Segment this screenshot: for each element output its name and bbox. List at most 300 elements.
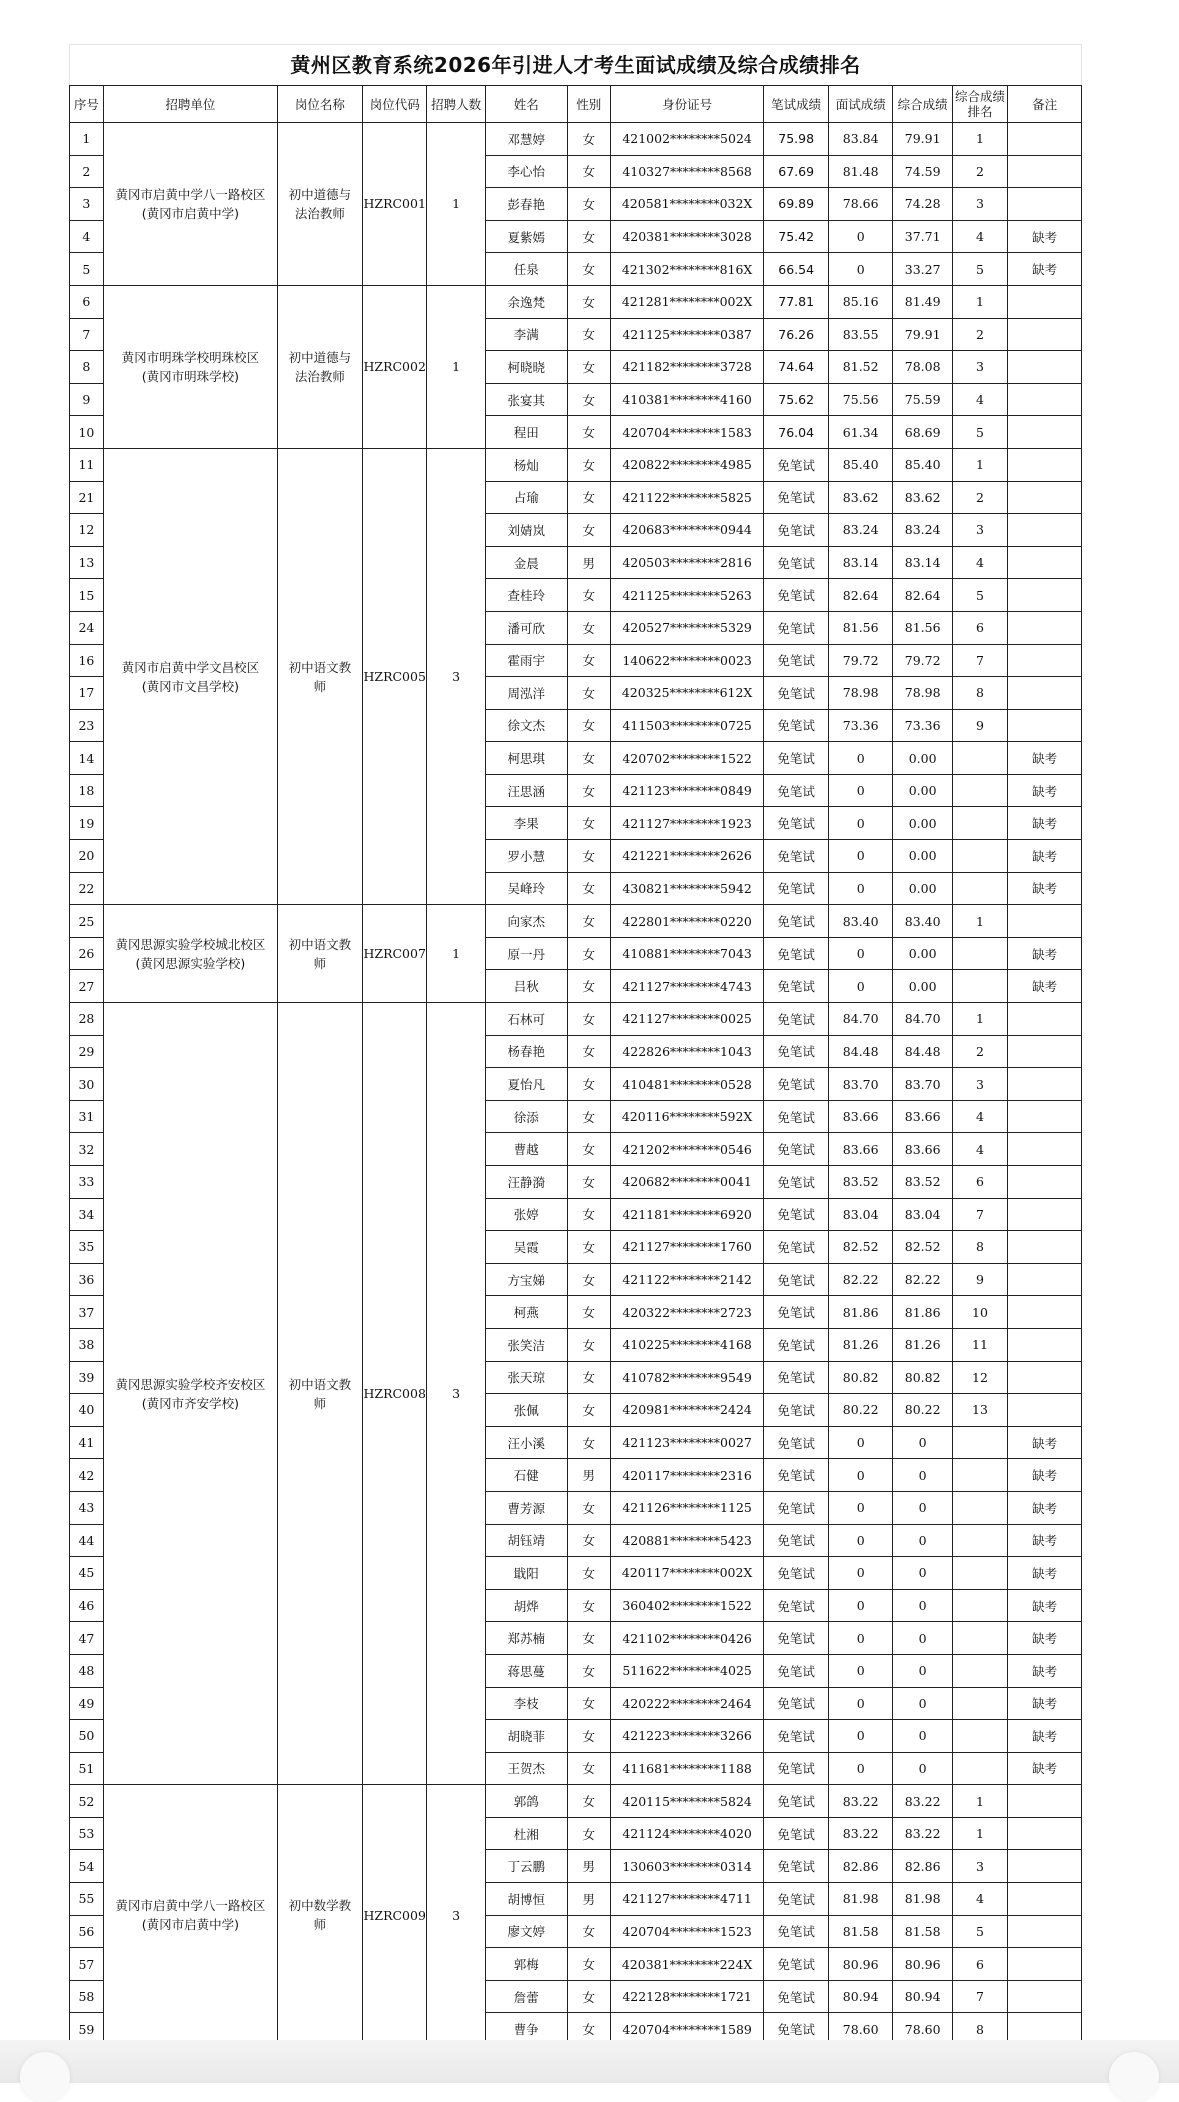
cell-name: 张笑洁: [485, 1328, 567, 1361]
cell-total: 0.00: [893, 742, 952, 775]
cell-rank: 4: [952, 1100, 1007, 1133]
cell-id: 420381********3028: [610, 220, 764, 253]
cell-id: 420381********224X: [610, 1948, 764, 1981]
cell-seq: 41: [70, 1426, 104, 1459]
cell-name: 汪思涵: [485, 774, 567, 807]
document-title: 黄州区教育系统2026年引进人才考生面试成绩及综合成绩排名: [69, 44, 1082, 85]
header-cell: 招聘人数: [427, 86, 485, 123]
cell-written: 免笔试: [764, 1003, 829, 1036]
cell-total: 0.00: [893, 840, 952, 873]
cell-total: 83.66: [893, 1100, 952, 1133]
cell-written: 免笔试: [764, 1198, 829, 1231]
cell-total: 81.49: [893, 285, 952, 318]
cell-gender: 女: [567, 1166, 610, 1199]
cell-total: 0: [893, 1622, 952, 1655]
cell-total: 80.82: [893, 1361, 952, 1394]
cell-id: 420117********2316: [610, 1459, 764, 1492]
cell-name: 汪静漪: [485, 1166, 567, 1199]
cell-rank: 8: [952, 677, 1007, 710]
cell-interview: 81.26: [828, 1328, 893, 1361]
cell-id: 410225********4168: [610, 1328, 764, 1361]
cell-id: 420503********2816: [610, 546, 764, 579]
cell-id: 420981********2424: [610, 1394, 764, 1427]
cell-post: 初中数学教 师: [277, 1785, 362, 2046]
cell-remark: 缺考: [1008, 1524, 1082, 1557]
cell-rank: 4: [952, 220, 1007, 253]
cell-remark: [1008, 383, 1082, 416]
cell-id: 410327********8568: [610, 155, 764, 188]
cell-name: 王贺杰: [485, 1752, 567, 1785]
cell-name: 戢阳: [485, 1557, 567, 1590]
cell-total: 0.00: [893, 807, 952, 840]
cell-seq: 48: [70, 1654, 104, 1687]
cell-remark: [1008, 318, 1082, 351]
cell-code: HZRC008: [362, 1003, 427, 1785]
cell-id: 411681********1188: [610, 1752, 764, 1785]
cell-name: 丁云鹏: [485, 1850, 567, 1883]
cell-remark: [1008, 709, 1082, 742]
cell-interview: 75.56: [828, 383, 893, 416]
cell-gender: 女: [567, 1394, 610, 1427]
cell-gender: 女: [567, 1068, 610, 1101]
cell-id: 420322********2723: [610, 1296, 764, 1329]
cell-interview: 0: [828, 253, 893, 286]
cell-total: 0.00: [893, 774, 952, 807]
cell-total: 37.71: [893, 220, 952, 253]
cell-id: 420704********1589: [610, 2013, 764, 2046]
cell-interview: 80.94: [828, 1980, 893, 2013]
cell-interview: 0: [828, 1622, 893, 1655]
cell-code: HZRC001: [362, 123, 427, 286]
cell-name: 吴霞: [485, 1231, 567, 1264]
cell-remark: 缺考: [1008, 970, 1082, 1003]
cell-name: 方宝娣: [485, 1263, 567, 1296]
cell-remark: 缺考: [1008, 807, 1082, 840]
cell-written: 免笔试: [764, 1687, 829, 1720]
cell-name: 胡烨: [485, 1589, 567, 1622]
cell-written: 免笔试: [764, 905, 829, 938]
cell-name: 夏紫嫣: [485, 220, 567, 253]
cell-gender: 男: [567, 1459, 610, 1492]
cell-name: 蒋思蔓: [485, 1654, 567, 1687]
cell-rank: 3: [952, 351, 1007, 384]
cell-seq: 49: [70, 1687, 104, 1720]
cell-written: 免笔试: [764, 611, 829, 644]
cell-gender: 女: [567, 1524, 610, 1557]
cell-id: 420702********1522: [610, 742, 764, 775]
cell-written: 免笔试: [764, 937, 829, 970]
cell-written: 免笔试: [764, 709, 829, 742]
cell-total: 78.60: [893, 2013, 952, 2046]
cell-written: 75.98: [764, 123, 829, 156]
cell-remark: 缺考: [1008, 1557, 1082, 1590]
cell-name: 任泉: [485, 253, 567, 286]
cell-id: 421221********2626: [610, 840, 764, 873]
cell-total: 83.14: [893, 546, 952, 579]
cell-interview: 83.24: [828, 514, 893, 547]
cell-id: 410481********0528: [610, 1068, 764, 1101]
cell-rank: 5: [952, 253, 1007, 286]
cell-seq: 14: [70, 742, 104, 775]
cell-interview: 81.86: [828, 1296, 893, 1329]
cell-gender: 女: [567, 1752, 610, 1785]
cell-written: 免笔试: [764, 774, 829, 807]
cell-rank: [952, 872, 1007, 905]
cell-written: 免笔试: [764, 1622, 829, 1655]
cell-name: 廖文婷: [485, 1915, 567, 1948]
cell-total: 82.22: [893, 1263, 952, 1296]
cell-unit: 黄冈思源实验学校城北校区 (黄冈思源实验学校): [103, 905, 277, 1003]
header-cell: 序号: [70, 86, 104, 123]
cell-gender: 女: [567, 351, 610, 384]
cell-name: 柯晓晓: [485, 351, 567, 384]
cell-interview: 0: [828, 872, 893, 905]
header-cell: 备注: [1008, 86, 1082, 123]
cell-rank: 1: [952, 448, 1007, 481]
cell-rank: 2: [952, 481, 1007, 514]
cell-written: 免笔试: [764, 1133, 829, 1166]
cell-interview: 83.66: [828, 1100, 893, 1133]
cell-interview: 80.82: [828, 1361, 893, 1394]
cell-gender: 女: [567, 188, 610, 221]
cell-gender: 女: [567, 416, 610, 449]
cell-rank: 7: [952, 644, 1007, 677]
cell-total: 33.27: [893, 253, 952, 286]
cell-gender: 女: [567, 1361, 610, 1394]
cell-count: 1: [427, 905, 485, 1003]
cell-total: 81.56: [893, 611, 952, 644]
cell-gender: 女: [567, 220, 610, 253]
header-cell: 身份证号: [610, 86, 764, 123]
cell-rank: 4: [952, 1883, 1007, 1916]
cell-name: 占瑜: [485, 481, 567, 514]
cell-id: 360402********1522: [610, 1589, 764, 1622]
cell-seq: 34: [70, 1198, 104, 1231]
cell-remark: [1008, 1883, 1082, 1916]
cell-rank: [952, 1687, 1007, 1720]
cell-written: 免笔试: [764, 970, 829, 1003]
cell-seq: 21: [70, 481, 104, 514]
cell-interview: 78.98: [828, 677, 893, 710]
cell-interview: 0: [828, 220, 893, 253]
cell-seq: 11: [70, 448, 104, 481]
cell-seq: 58: [70, 1980, 104, 2013]
cell-gender: 女: [567, 644, 610, 677]
cell-gender: 女: [567, 709, 610, 742]
cell-interview: 0: [828, 937, 893, 970]
cell-remark: 缺考: [1008, 1426, 1082, 1459]
cell-seq: 7: [70, 318, 104, 351]
cell-rank: 5: [952, 416, 1007, 449]
cell-total: 0: [893, 1524, 952, 1557]
cell-seq: 51: [70, 1752, 104, 1785]
cell-written: 免笔试: [764, 579, 829, 612]
cell-rank: [952, 1752, 1007, 1785]
cell-seq: 29: [70, 1035, 104, 1068]
cell-id: 420581********032X: [610, 188, 764, 221]
cell-total: 0.00: [893, 970, 952, 1003]
cell-name: 李枝: [485, 1687, 567, 1720]
cell-id: 421182********3728: [610, 351, 764, 384]
cell-rank: [952, 1491, 1007, 1524]
cell-seq: 1: [70, 123, 104, 156]
cell-interview: 61.34: [828, 416, 893, 449]
cell-interview: 83.14: [828, 546, 893, 579]
cell-gender: 男: [567, 1883, 610, 1916]
cell-name: 郭鸽: [485, 1785, 567, 1818]
cell-count: 3: [427, 448, 485, 904]
cell-written: 免笔试: [764, 1296, 829, 1329]
cell-total: 83.62: [893, 481, 952, 514]
cell-seq: 2: [70, 155, 104, 188]
cell-remark: [1008, 285, 1082, 318]
cell-interview: 83.04: [828, 1198, 893, 1231]
cell-seq: 57: [70, 1948, 104, 1981]
cell-rank: 1: [952, 123, 1007, 156]
cell-total: 0: [893, 1491, 952, 1524]
cell-interview: 81.58: [828, 1915, 893, 1948]
cell-rank: 3: [952, 1068, 1007, 1101]
cell-seq: 37: [70, 1296, 104, 1329]
cell-interview: 83.62: [828, 481, 893, 514]
cell-remark: [1008, 1198, 1082, 1231]
cell-gender: 女: [567, 1915, 610, 1948]
cell-total: 0: [893, 1752, 952, 1785]
cell-written: 免笔试: [764, 1231, 829, 1264]
cell-rank: 4: [952, 546, 1007, 579]
cell-total: 83.40: [893, 905, 952, 938]
cell-seq: 52: [70, 1785, 104, 1818]
cell-written: 免笔试: [764, 1883, 829, 1916]
cell-unit: 黄冈市启黄中学八一路校区 (黄冈市启黄中学): [103, 1785, 277, 2046]
cell-remark: [1008, 1948, 1082, 1981]
cell-gender: 女: [567, 2013, 610, 2046]
cell-interview: 0: [828, 1720, 893, 1753]
cell-remark: 缺考: [1008, 1687, 1082, 1720]
cell-rank: 2: [952, 155, 1007, 188]
cell-total: 68.69: [893, 416, 952, 449]
cell-seq: 53: [70, 1817, 104, 1850]
cell-seq: 22: [70, 872, 104, 905]
cell-name: 罗小慧: [485, 840, 567, 873]
cell-name: 潘可欣: [485, 611, 567, 644]
cell-written: 免笔试: [764, 1524, 829, 1557]
header-cell: 岗位代码: [362, 86, 427, 123]
score-document: [69, 44, 1082, 2046]
cell-remark: [1008, 514, 1082, 547]
cell-rank: 4: [952, 1133, 1007, 1166]
cell-id: 421123********0849: [610, 774, 764, 807]
toolbar-left-button[interactable]: [20, 2052, 70, 2102]
cell-name: 胡博恒: [485, 1883, 567, 1916]
cell-seq: 45: [70, 1557, 104, 1590]
cell-written: 76.26: [764, 318, 829, 351]
cell-seq: 55: [70, 1883, 104, 1916]
cell-gender: 女: [567, 1426, 610, 1459]
cell-remark: [1008, 351, 1082, 384]
cell-count: 3: [427, 1785, 485, 2046]
cell-total: 0: [893, 1654, 952, 1687]
cell-name: 石林可: [485, 1003, 567, 1036]
cell-gender: 女: [567, 970, 610, 1003]
cell-name: 曹芳源: [485, 1491, 567, 1524]
cell-seq: 5: [70, 253, 104, 286]
cell-seq: 44: [70, 1524, 104, 1557]
cell-written: 免笔试: [764, 1915, 829, 1948]
cell-total: 0: [893, 1426, 952, 1459]
cell-total: 83.70: [893, 1068, 952, 1101]
table-row: [70, 1003, 1082, 1036]
cell-interview: 83.55: [828, 318, 893, 351]
cell-total: 78.98: [893, 677, 952, 710]
cell-written: 免笔试: [764, 1589, 829, 1622]
cell-remark: [1008, 1915, 1082, 1948]
cell-seq: 4: [70, 220, 104, 253]
cell-remark: [1008, 905, 1082, 938]
cell-remark: [1008, 1328, 1082, 1361]
cell-total: 82.64: [893, 579, 952, 612]
cell-gender: 女: [567, 1133, 610, 1166]
cell-seq: 38: [70, 1328, 104, 1361]
cell-name: 邓慧婷: [485, 123, 567, 156]
cell-name: 杨灿: [485, 448, 567, 481]
cell-name: 原一丹: [485, 937, 567, 970]
cell-total: 0: [893, 1557, 952, 1590]
cell-total: 81.58: [893, 1915, 952, 1948]
cell-interview: 0: [828, 1654, 893, 1687]
cell-interview: 83.40: [828, 905, 893, 938]
cell-name: 杜湘: [485, 1817, 567, 1850]
cell-interview: 0: [828, 774, 893, 807]
cell-written: 免笔试: [764, 1850, 829, 1883]
cell-gender: 女: [567, 448, 610, 481]
cell-seq: 8: [70, 351, 104, 384]
cell-seq: 31: [70, 1100, 104, 1133]
cell-name: 郑苏楠: [485, 1622, 567, 1655]
cell-gender: 女: [567, 1557, 610, 1590]
cell-interview: 83.66: [828, 1133, 893, 1166]
cell-name: 李满: [485, 318, 567, 351]
cell-seq: 36: [70, 1263, 104, 1296]
score-table: [69, 85, 1082, 2046]
header-cell: 综合成绩: [893, 86, 952, 123]
cell-total: 74.59: [893, 155, 952, 188]
cell-rank: [952, 840, 1007, 873]
cell-gender: 女: [567, 1785, 610, 1818]
cell-name: 金晨: [485, 546, 567, 579]
cell-id: 421122********5825: [610, 481, 764, 514]
header-cell: 性别: [567, 86, 610, 123]
cell-seq: 30: [70, 1068, 104, 1101]
cell-gender: 女: [567, 1328, 610, 1361]
cell-gender: 女: [567, 1231, 610, 1264]
cell-rank: [952, 1720, 1007, 1753]
cell-rank: 1: [952, 905, 1007, 938]
cell-id: 421223********3266: [610, 1720, 764, 1753]
cell-name: 张佩: [485, 1394, 567, 1427]
cell-id: 421202********0546: [610, 1133, 764, 1166]
cell-interview: 0: [828, 1589, 893, 1622]
cell-remark: 缺考: [1008, 1589, 1082, 1622]
cell-name: 徐文杰: [485, 709, 567, 742]
cell-written: 免笔试: [764, 1263, 829, 1296]
cell-seq: 15: [70, 579, 104, 612]
cell-interview: 82.86: [828, 1850, 893, 1883]
cell-remark: [1008, 481, 1082, 514]
cell-total: 81.26: [893, 1328, 952, 1361]
cell-id: 411503********0725: [610, 709, 764, 742]
cell-id: 421127********1923: [610, 807, 764, 840]
cell-unit: 黄冈思源实验学校齐安校区 (黄冈市齐安学校): [103, 1003, 277, 1785]
cell-total: 85.40: [893, 448, 952, 481]
cell-name: 曹越: [485, 1133, 567, 1166]
cell-written: 免笔试: [764, 872, 829, 905]
cell-remark: [1008, 1980, 1082, 2013]
cell-id: 420704********1583: [610, 416, 764, 449]
header-cell: 岗位名称: [277, 86, 362, 123]
cell-gender: 女: [567, 1948, 610, 1981]
cell-remark: 缺考: [1008, 1622, 1082, 1655]
cell-rank: 4: [952, 383, 1007, 416]
cell-code: HZRC009: [362, 1785, 427, 2046]
cell-count: 1: [427, 285, 485, 448]
cell-id: 421122********2142: [610, 1263, 764, 1296]
cell-interview: 78.60: [828, 2013, 893, 2046]
cell-id: 430821********5942: [610, 872, 764, 905]
cell-id: 410381********4160: [610, 383, 764, 416]
cell-written: 免笔试: [764, 1720, 829, 1753]
cell-remark: [1008, 1850, 1082, 1883]
cell-written: 免笔试: [764, 1557, 829, 1590]
cell-count: 1: [427, 123, 485, 286]
cell-seq: 24: [70, 611, 104, 644]
cell-id: 422128********1721: [610, 1980, 764, 2013]
cell-remark: 缺考: [1008, 872, 1082, 905]
cell-post: 初中语文教 师: [277, 448, 362, 904]
cell-name: 徐添: [485, 1100, 567, 1133]
cell-seq: 54: [70, 1850, 104, 1883]
cell-remark: [1008, 644, 1082, 677]
toolbar-right-button[interactable]: [1109, 2052, 1159, 2102]
cell-id: 511622********4025: [610, 1654, 764, 1687]
cell-written: 免笔试: [764, 742, 829, 775]
cell-rank: [952, 742, 1007, 775]
header-cell: 姓名: [485, 86, 567, 123]
cell-seq: 10: [70, 416, 104, 449]
cell-name: 李心怡: [485, 155, 567, 188]
cell-id: 422801********0220: [610, 905, 764, 938]
cell-gender: 女: [567, 774, 610, 807]
cell-name: 张宴其: [485, 383, 567, 416]
cell-gender: 女: [567, 579, 610, 612]
cell-rank: 5: [952, 579, 1007, 612]
cell-remark: [1008, 416, 1082, 449]
cell-seq: 28: [70, 1003, 104, 1036]
bottom-toolbar: [0, 2040, 1179, 2083]
cell-interview: 82.22: [828, 1263, 893, 1296]
cell-gender: 男: [567, 1850, 610, 1883]
cell-total: 83.52: [893, 1166, 952, 1199]
cell-written: 免笔试: [764, 1068, 829, 1101]
cell-total: 73.36: [893, 709, 952, 742]
cell-interview: 0: [828, 970, 893, 1003]
cell-written: 免笔试: [764, 840, 829, 873]
cell-written: 免笔试: [764, 546, 829, 579]
table-header-row: [70, 86, 1082, 123]
cell-id: 421123********0027: [610, 1426, 764, 1459]
cell-interview: 0: [828, 807, 893, 840]
cell-remark: 缺考: [1008, 1752, 1082, 1785]
